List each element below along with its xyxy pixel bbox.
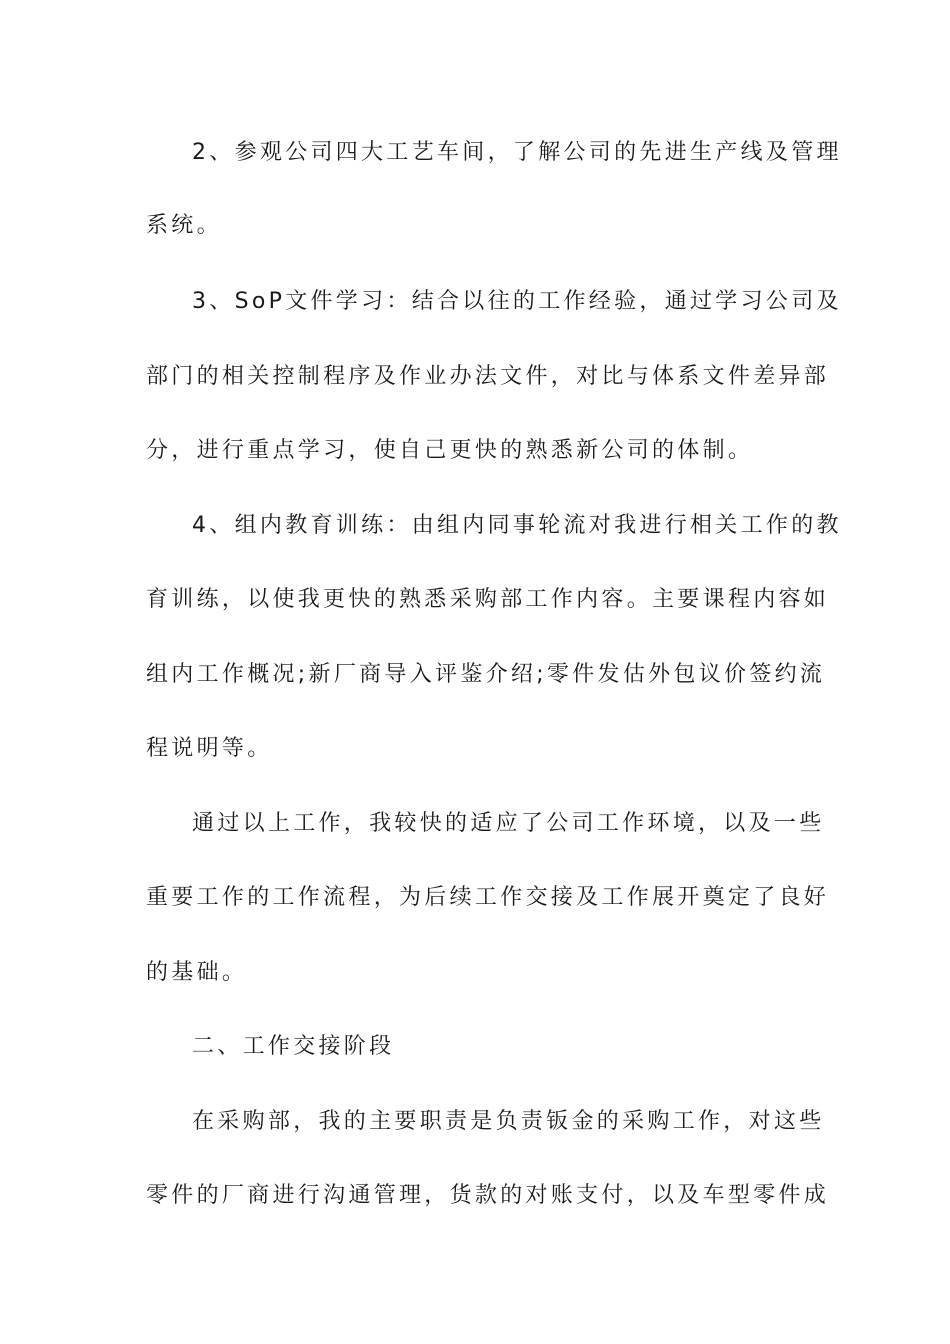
paragraph-line: 分，进行重点学习，使自己更快的熟悉新公司的体制。	[146, 438, 754, 463]
paragraph-line: 部门的相关控制程序及作业办法文件，对比与体系文件差异部	[146, 364, 830, 389]
paragraph-line: 重要工作的工作流程，为后续工作交接及工作展开奠定了良好	[146, 885, 830, 910]
paragraph-line: 零件的厂商进行沟通管理，货款的对账支付，以及车型零件成	[146, 1183, 830, 1208]
paragraph-line: 育训练，以使我更快的熟悉采购部工作内容。主要课程内容如	[146, 587, 830, 612]
paragraph-line: 程说明等。	[146, 736, 273, 761]
paragraph-line: 4、组内教育训练：由组内同事轮流对我进行相关工作的教	[192, 513, 842, 538]
paragraph-line: 组内工作概况;新厂商导入评鉴介绍;零件发估外包议价签约流	[146, 662, 826, 687]
paragraph-line: 通过以上工作，我较快的适应了公司工作环境，以及一些	[192, 811, 825, 836]
paragraph-line: 2、参观公司四大工艺车间，了解公司的先进生产线及管理	[192, 140, 842, 165]
paragraph-line: 系统。	[146, 213, 222, 238]
paragraph-line: 的基础。	[146, 960, 248, 985]
paragraph-line: 在采购部，我的主要职责是负责钣金的采购工作，对这些	[192, 1109, 825, 1134]
section-heading: 二、工作交接阶段	[192, 1034, 395, 1059]
paragraph-line: 3、SoP文件学习：结合以往的工作经验，通过学习公司及	[192, 289, 842, 314]
